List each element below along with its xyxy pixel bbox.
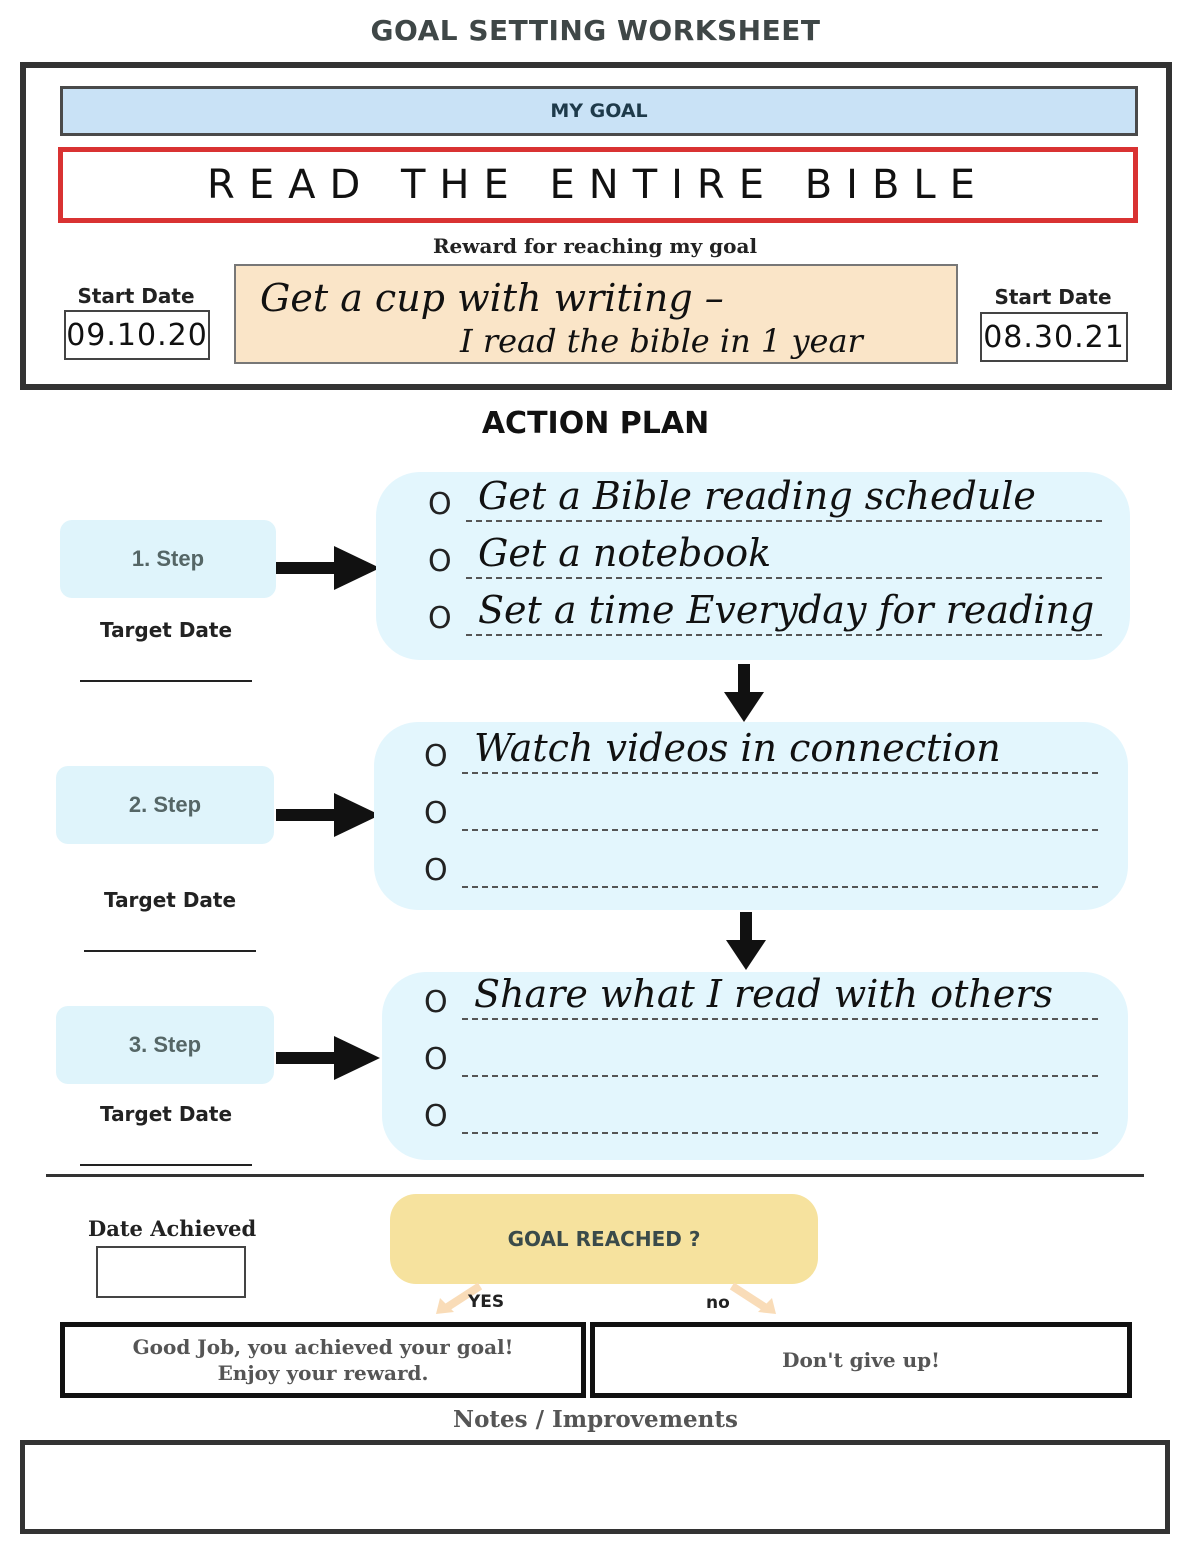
step-1-arrow-icon bbox=[276, 546, 382, 590]
step-2-item-2[interactable] bbox=[424, 785, 1098, 831]
item-marker: O bbox=[424, 1042, 448, 1077]
goal-reached-question: GOAL REACHED ? bbox=[390, 1194, 818, 1284]
notes-field[interactable] bbox=[20, 1440, 1170, 1534]
yes-outcome-box bbox=[60, 1322, 586, 1398]
step-3-item-3[interactable] bbox=[424, 1088, 1098, 1134]
step-1-pill: 1. Step bbox=[60, 520, 276, 598]
step-1-item-3[interactable] bbox=[428, 590, 1102, 636]
step-1-target-label: Target Date bbox=[100, 618, 233, 642]
step-1-item-1-text: Get a Bible reading schedule bbox=[478, 474, 1036, 518]
item-marker: O bbox=[424, 739, 448, 774]
yes-outcome-line1: Good Job, you achieved your goal! bbox=[132, 1335, 514, 1359]
step-2-target-label: Target Date bbox=[104, 888, 237, 912]
item-marker: O bbox=[428, 601, 452, 636]
my-goal-field[interactable]: READ THE ENTIRE BIBLE bbox=[58, 147, 1138, 223]
step-2-pill: 2. Step bbox=[56, 766, 274, 844]
step-3-item-1[interactable] bbox=[424, 974, 1098, 1020]
step-3-item-2[interactable] bbox=[424, 1031, 1098, 1077]
notes-label: Notes / Improvements bbox=[453, 1406, 738, 1433]
start-date-left-field[interactable]: 09.10.20 bbox=[64, 310, 210, 360]
step-2-item-1[interactable] bbox=[424, 728, 1098, 774]
step-3-item-1-text: Share what I read with others bbox=[474, 972, 1053, 1016]
section-divider bbox=[46, 1174, 1144, 1177]
start-date-left-label: Start Date bbox=[77, 284, 195, 308]
reward-text-line1: Get a cup with writing – bbox=[260, 276, 724, 320]
down-arrow-2-icon bbox=[726, 912, 766, 972]
step-3-items bbox=[424, 974, 1098, 1134]
start-date-right-field[interactable]: 08.30.21 bbox=[980, 312, 1128, 362]
step-2-items bbox=[424, 728, 1098, 888]
step-2-item-3[interactable] bbox=[424, 842, 1098, 888]
item-marker: O bbox=[424, 1099, 448, 1134]
step-1-items bbox=[428, 476, 1102, 636]
step-3-target-label: Target Date bbox=[100, 1102, 233, 1126]
no-outcome-text: Don't give up! bbox=[782, 1348, 940, 1372]
date-achieved-field[interactable] bbox=[96, 1246, 246, 1298]
step-1-item-3-text: Set a time Everyday for reading bbox=[478, 588, 1095, 632]
no-label: no bbox=[706, 1293, 730, 1313]
step-1-item-2[interactable] bbox=[428, 533, 1102, 579]
page-title: GOAL SETTING WORKSHEET bbox=[370, 14, 821, 47]
step-3-arrow-icon bbox=[276, 1036, 382, 1080]
start-date-right-label: Start Date bbox=[994, 285, 1112, 309]
reward-label: Reward for reaching my goal bbox=[432, 234, 758, 258]
yes-outcome-line2: Enjoy your reward. bbox=[217, 1361, 429, 1385]
step-1-item-1[interactable] bbox=[428, 476, 1102, 522]
item-marker: O bbox=[424, 853, 448, 888]
no-arrow-icon bbox=[726, 1282, 776, 1316]
item-marker: O bbox=[428, 487, 452, 522]
step-3-pill: 3. Step bbox=[56, 1006, 274, 1084]
step-1-target-date-field[interactable] bbox=[80, 680, 252, 682]
action-plan-title: ACTION PLAN bbox=[481, 406, 710, 441]
my-goal-header: MY GOAL bbox=[60, 86, 1138, 136]
down-arrow-1-icon bbox=[724, 664, 764, 724]
item-marker: O bbox=[428, 544, 452, 579]
step-1-item-2-text: Get a notebook bbox=[478, 531, 772, 575]
step-2-item-1-text: Watch videos in connection bbox=[474, 726, 1001, 770]
yes-label: YES bbox=[468, 1292, 505, 1312]
item-marker: O bbox=[424, 985, 448, 1020]
step-2-target-date-field[interactable] bbox=[84, 950, 256, 952]
item-marker: O bbox=[424, 796, 448, 831]
reward-text-line2: I read the bible in 1 year bbox=[460, 322, 863, 360]
date-achieved-label: Date Achieved bbox=[88, 1216, 257, 1241]
no-outcome-box bbox=[590, 1322, 1132, 1398]
step-2-arrow-icon bbox=[276, 793, 382, 837]
step-3-target-date-field[interactable] bbox=[80, 1164, 252, 1166]
